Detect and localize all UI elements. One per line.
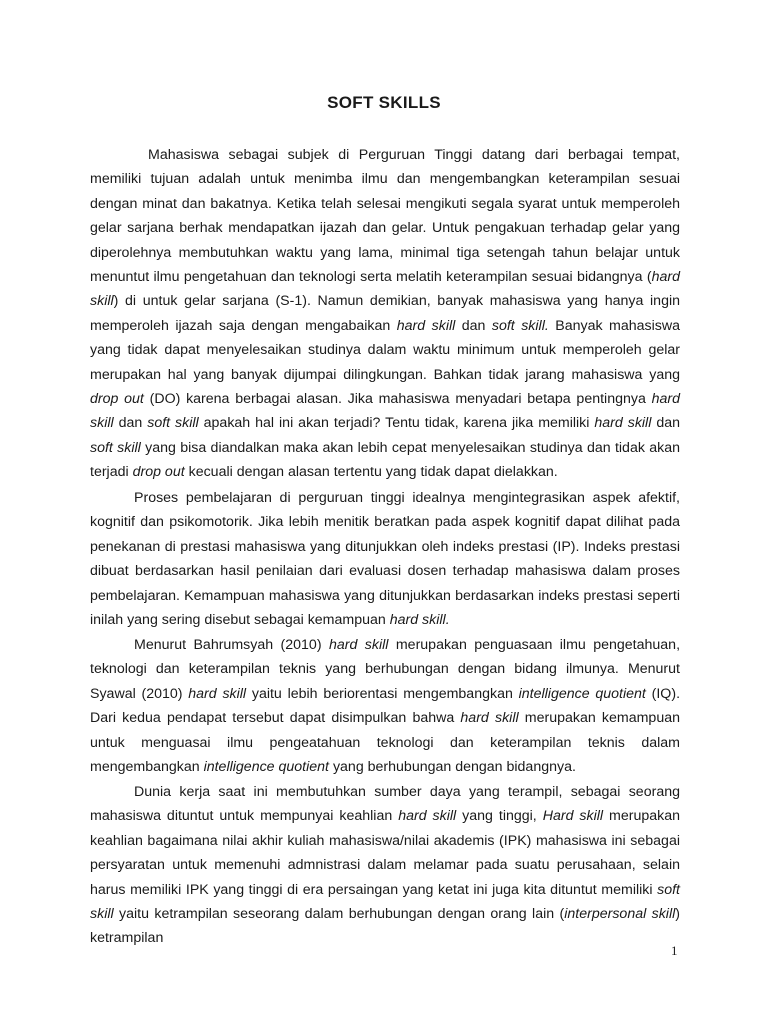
text-run: kecuali dengan alasan tertentu yang tidak dapat dielakkan. [184, 464, 558, 481]
italic-term: hard skill. [389, 612, 450, 629]
page-title: SOFT SKILLS [327, 93, 441, 112]
italic-term: hard skill [90, 269, 680, 310]
text-run: yang berhubungan dengan bidangnya. [329, 759, 576, 776]
text-run: apakah hal ini akan terjadi? Tentu tidak, karena jika memiliki [198, 415, 595, 432]
italic-term: hard skill [328, 637, 389, 653]
text-run: ) di untuk gelar sarjana (S-1). Namun demikian, banyak mahasiswa yang hanya ingin memperoleh ijazah saja dengan mengabaikan [90, 293, 680, 334]
paragraph-4 [90, 780, 680, 951]
text-run: merupakan keahlian bagaimana nilai akhir kuliah mahasiswa/nilai akademis (IPK) mahasiswa ini sebagai persyaratan untuk memenuhi admnistrasi dalam melamar pada suatu perusahaan, selain harus memiliki IPK yang tinggi di era persaingan yang ketat ini juga kita dituntut memiliki [90, 808, 681, 898]
italic-term: hard skill [396, 317, 456, 334]
italic-term: hard skill [460, 710, 519, 727]
text-run: dan [455, 317, 492, 334]
text-run: Dunia kerja saat ini membutuhkan sumber daya yang terampil, sebagai seorang mahasiswa dituntut untuk mempunyai keahlian [90, 784, 680, 825]
italic-term: Hard skill [542, 808, 604, 825]
text-run: dan [113, 415, 148, 432]
italic-term: soft skill [147, 415, 199, 432]
page-number: 1 [671, 943, 678, 958]
text-run: ) ketrampilan [90, 906, 681, 947]
paragraph-2 [90, 486, 680, 632]
italic-term: interpersonal skill [564, 906, 676, 923]
text-run: yang tinggi, [456, 808, 543, 825]
italic-term: hard skill [188, 685, 247, 702]
text-run: Proses pembelajaran di perguruan tinggi idealnya mengintegrasikan aspek afektif, kognitif dan psikomotorik. Jika lebih menitik beratkan pada aspek kognitif dapat dilihat pada penekanan di prestasi mahasiswa yang ditunjukkan oleh indeks prestasi (IP). Indeks prestasi dibuat berdasarkan hasil penilaian dari evaluasi dosen terhadap mahasiswa dalam proses pembelajaran. Kemampuan mahasiswa yang ditunjukkan berdasarkan indeks prestasi seperti inilah yang sering disebut sebagai kemampuan [90, 490, 680, 629]
italic-term: soft skill. [491, 317, 549, 334]
italic-term: hard skill [398, 808, 457, 825]
text-run: yaitu ketrampilan seseorang dalam berhubungan dengan orang lain ( [113, 906, 565, 923]
italic-term: drop out [90, 391, 144, 408]
italic-term: soft skill [90, 439, 141, 456]
text-run: dan [651, 415, 680, 432]
text-run: Menurut Bahrumsyah (2010) [134, 637, 329, 653]
paragraph-1 [90, 143, 680, 485]
italic-term: soft skill [90, 881, 680, 923]
text-run: (IQ). Dari kedua pendapat tersebut dapat disimpulkan bahwa [90, 685, 681, 727]
paragraph-3 [90, 633, 680, 779]
text-run: (DO) karena berbagai alasan. Jika mahasiswa menyadari betapa pentingnya [143, 391, 652, 408]
italic-term: intelligence quotient [518, 685, 646, 702]
text-run: yang bisa diandalkan maka akan lebih cepat menyelesaikan studinya dan tidak akan terjadi [90, 439, 681, 481]
text-run: merupakan penguasaan ilmu pengetahuan, teknologi dan keterampilan teknis yang berhubungan dengan bidang ilmunya. Menurut Syawal (2010) [90, 637, 681, 702]
italic-term: intelligence quotient [203, 759, 329, 776]
text-run: merupakan kemampuan untuk menguasai ilmu pengeatahuan teknologi dan keterampilan teknis dalam mengembangkan [90, 710, 680, 776]
italic-term: hard skill [90, 391, 680, 432]
italic-term: drop out [132, 464, 185, 481]
italic-term: hard skill [594, 415, 652, 432]
text-run: Mahasiswa sebagai subjek di Perguruan Tinggi datang dari berbagai tempat, memiliki tujuan adalah untuk menimba ilmu dan mengembangkan keterampilan sesuai dengan minat dan bakatnya. Ketika telah selesai mengikuti segala syarat untuk memperoleh gelar sarjana berhak mendapatkan ijazah dan gelar. Untuk pengakuan terhadap gelar yang diperolehnya membutuhkan waktu yang lama, minimal tiga setengah tahun belajar untuk menuntut ilmu pengetahuan dan teknologi serta melatih keterampilan sesuai bidangnya ( [90, 147, 680, 286]
text-run: yaitu lebih beriorentasi mengembangkan [246, 685, 519, 702]
text-run: Banyak mahasiswa yang tidak dapat menyelesaikan studinya dalam waktu minimum untuk memperoleh gelar merupakan hal yang banyak dijumpai dilingkungan. Bahkan tidak jarang mahasiswa yang [90, 317, 680, 383]
